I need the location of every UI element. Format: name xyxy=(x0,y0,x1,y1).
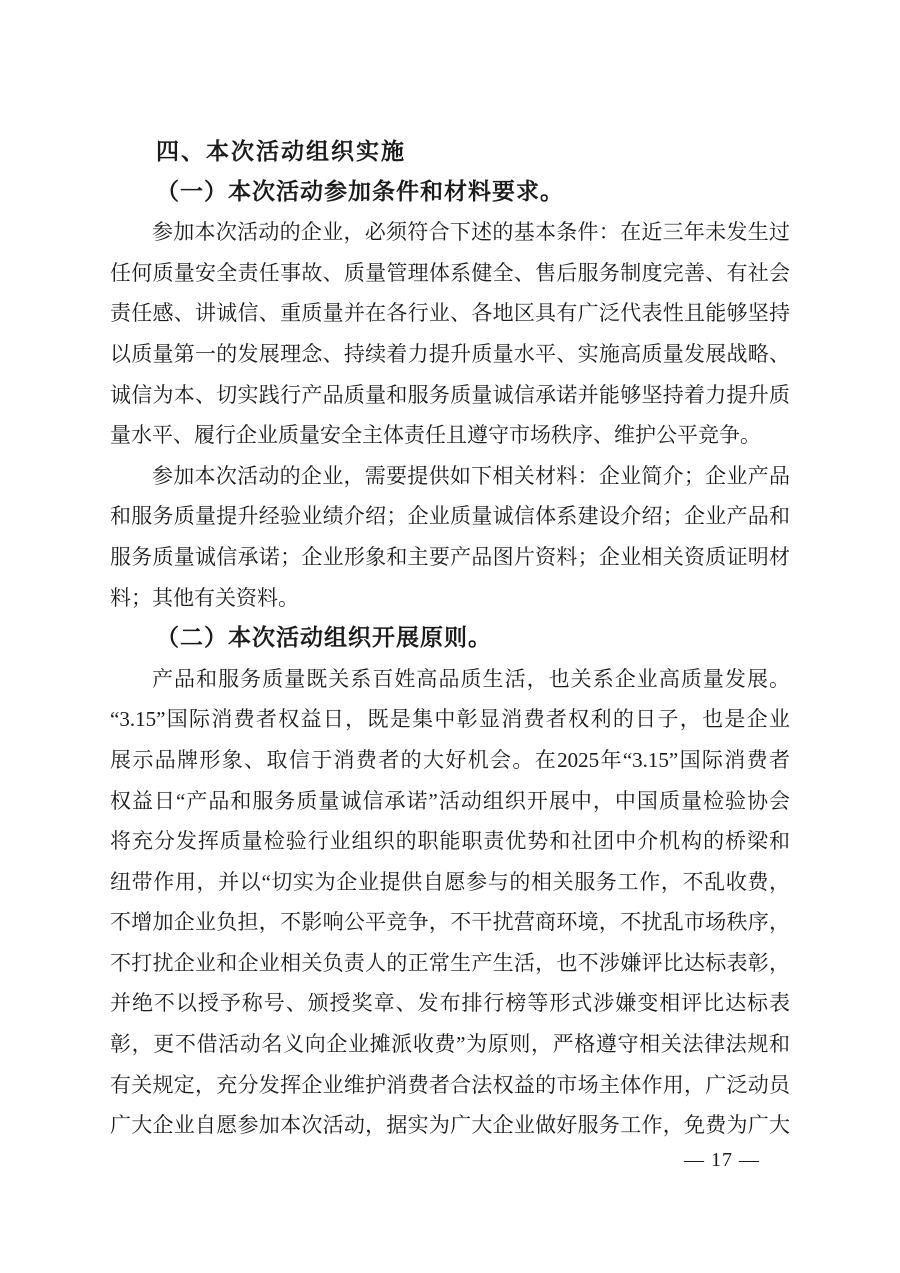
text-line: 权益日“产品和服务质量诚信承诺”活动组织开展中，中国质量检验协会 xyxy=(110,788,790,813)
document-heading: 四、本次活动组织实施 xyxy=(156,138,406,164)
text-line: 参加本次活动的企业，必须符合下述的基本条件：在近三年未发生过 xyxy=(152,220,790,245)
section-2-heading: （二）本次活动组织开展原则。 xyxy=(156,625,492,651)
text-line: 有关规定，充分发挥企业维护消费者合法权益的市场主体作用，广泛动员 xyxy=(110,1072,790,1097)
text-line: 彰，更不借活动名义向企业摊派收费”为原则，严格遵守相关法律法规和 xyxy=(110,1032,790,1057)
text-line: 参加本次活动的企业，需要提供如下相关材料：企业简介；企业产品 xyxy=(152,463,790,488)
text-line: 料；其他有关资料。 xyxy=(110,585,299,610)
text-line: 展示品牌形象、取信于消费者的大好机会。在2025年“3.15”国际消费者 xyxy=(110,747,790,772)
text-line: 纽带作用，并以“切实为企业提供自愿参与的相关服务工作，不乱收费， xyxy=(110,869,790,894)
text-line: 将充分发挥质量检验行业组织的职能职责优势和社团中介机构的桥梁和 xyxy=(110,829,790,854)
text-line: 责任感、讲诚信、重质量并在各行业、各地区具有广泛代表性且能够坚持 xyxy=(110,301,790,326)
section-1-paragraph-2 xyxy=(110,456,790,618)
text-line: 产品和服务质量既关系百姓高品质生活，也关系企业高质量发展。 xyxy=(152,666,790,691)
text-line: 诚信为本、切实践行产品质量和服务质量诚信承诺并能够坚持着力提升质 xyxy=(110,382,790,407)
section-1-heading: （一）本次活动参加条件和材料要求。 xyxy=(156,178,564,204)
section-1-paragraph-1 xyxy=(110,212,790,456)
text-line: 不增加企业负担，不影响公平竞争，不干扰营商环境，不扰乱市场秩序， xyxy=(110,910,790,935)
text-line: 不打扰企业和企业相关负责人的正常生产生活，也不涉嫌评比达标表彰， xyxy=(110,950,790,975)
section-2-paragraph-1 xyxy=(110,659,790,1146)
text-line: 任何质量安全责任事故、质量管理体系健全、售后服务制度完善、有社会 xyxy=(110,260,790,285)
text-line: 和服务质量提升经验业绩介绍；企业质量诚信体系建设介绍；企业产品和 xyxy=(110,504,790,529)
page-number: — 17 — xyxy=(684,1149,760,1171)
text-line: 量水平、履行企业质量安全主体责任且遵守市场秩序、维护公平竞争。 xyxy=(110,423,761,448)
text-line: 并绝不以授予称号、颁授奖章、发布排行榜等形式涉嫌变相评比达标表 xyxy=(110,991,790,1016)
text-line: “3.15”国际消费者权益日，既是集中彰显消费者权利的日子，也是企业 xyxy=(110,707,790,732)
text-line: 广大企业自愿参加本次活动，据实为广大企业做好服务工作，免费为广大 xyxy=(110,1113,790,1138)
text-line: 以质量第一的发展理念、持续着力提升质量水平、实施高质量发展战略、 xyxy=(110,341,790,366)
text-line: 服务质量诚信承诺；企业形象和主要产品图片资料；企业相关资质证明材 xyxy=(110,544,790,569)
